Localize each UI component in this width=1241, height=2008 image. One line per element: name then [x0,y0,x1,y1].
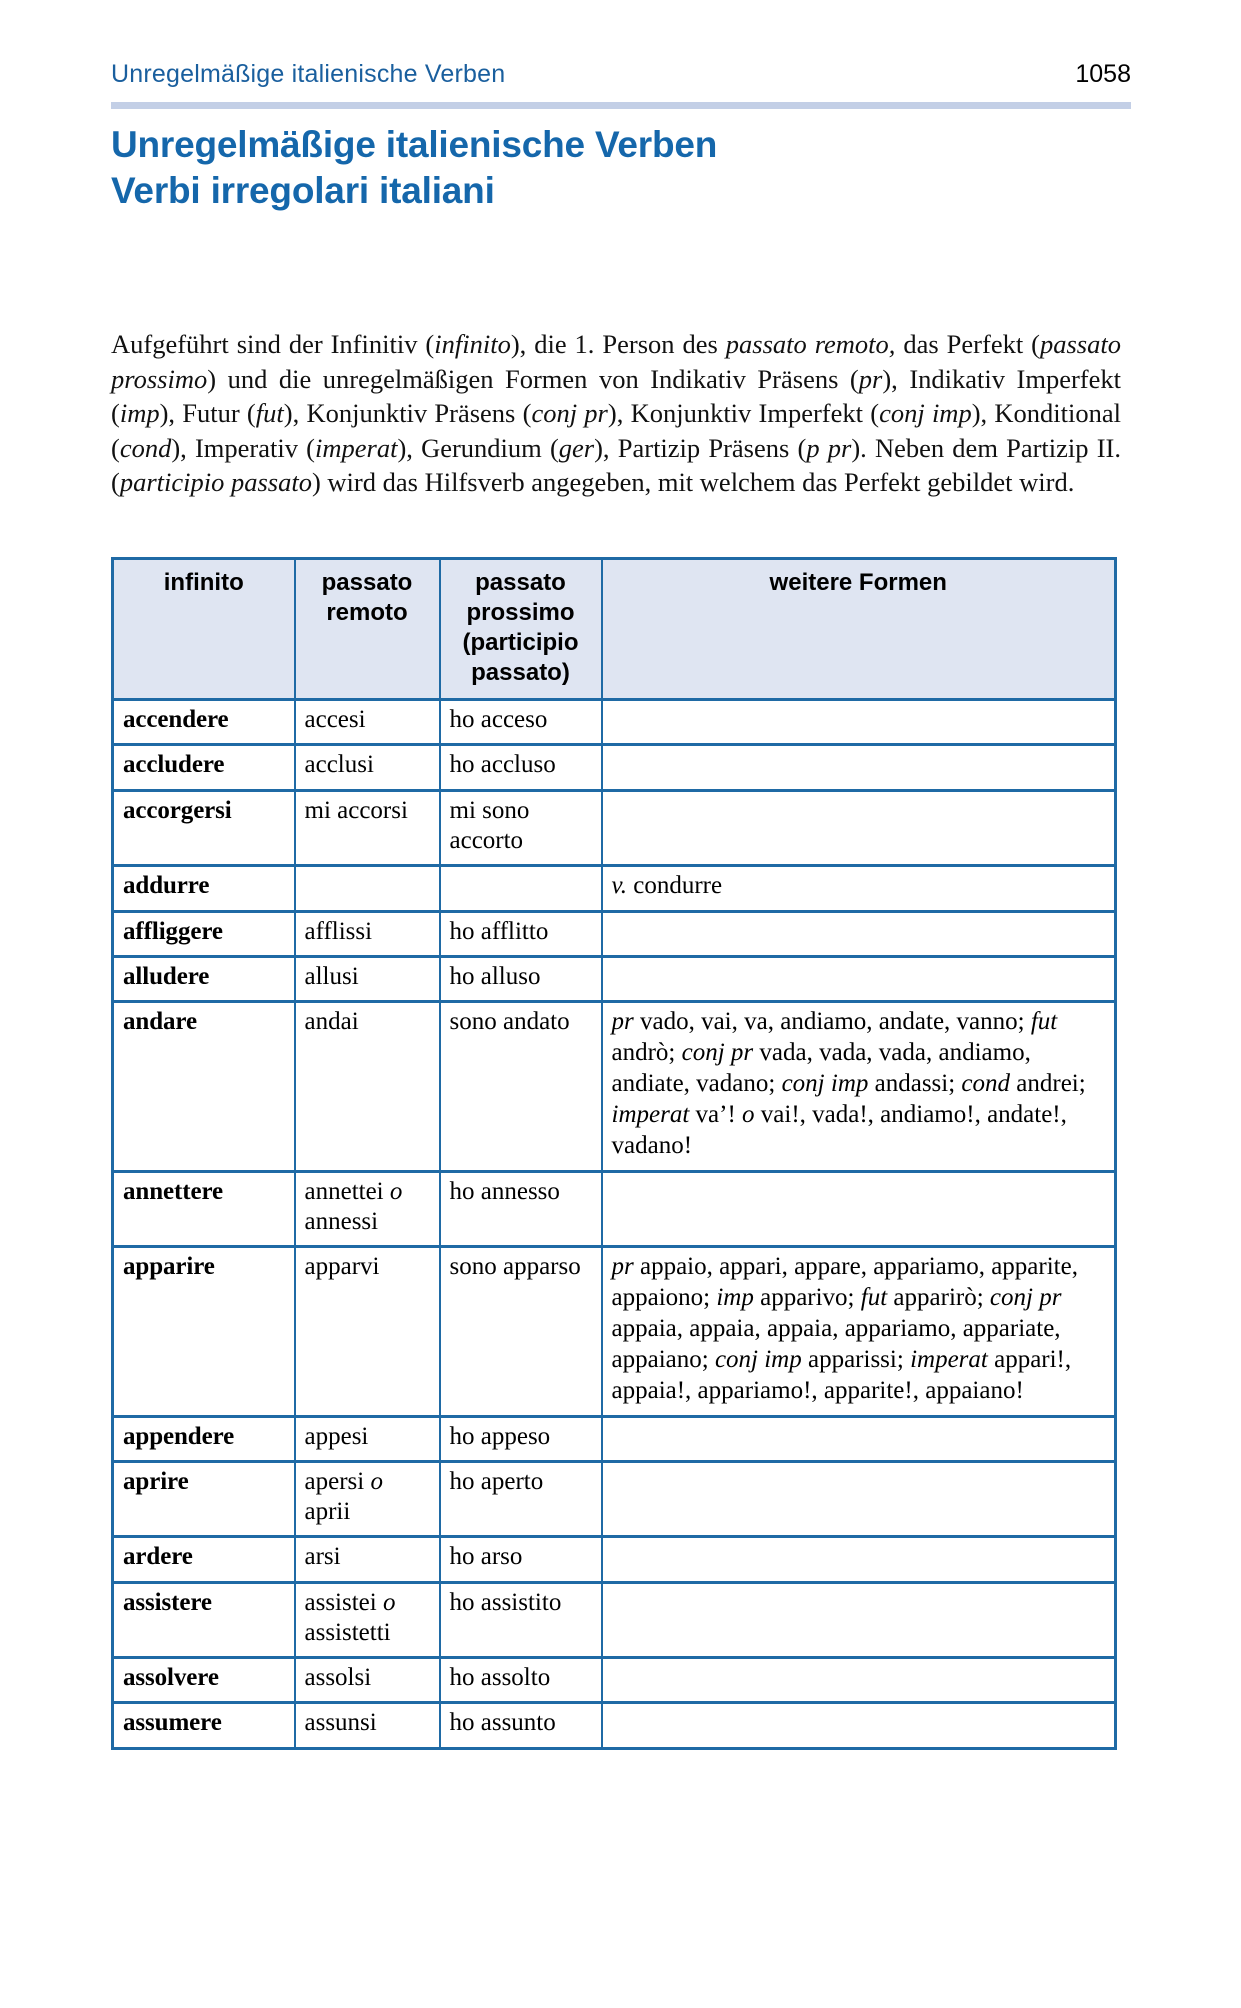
page-title [111,122,1131,213]
cell-infinito: affliggere [113,911,295,956]
cell-passato-remoto: allusi [295,957,440,1002]
cell-passato-remoto: acclusi [295,745,440,790]
table-row [113,957,1116,1002]
table-row [113,1658,1116,1703]
cell-weitere-formen: pr appaio, appari, appare, appariamo, apparite, appaiono; imp apparivo; fut apparirò; conj pr appaia, appaia, appaia, appariamo, appariate, appaiano; conj imp apparissi; imperat appari!, appaia!, appariamo!, apparite!, appaiano! [602,1247,1116,1416]
cell-infinito: andare [113,1002,295,1171]
table-row [113,911,1116,956]
table-header-row [113,559,1116,700]
cell-passato-remoto: mi accorsi [295,790,440,866]
cell-weitere-formen: pr vado, vai, va, andiamo, andate, vanno; fut andrò; conj pr vada, vada, vada, andiamo, andiate, vadano; conj imp andassi; cond andrei; imperat va’! o vai!, vada!, andiamo!, andate!, vadano! [602,1002,1116,1171]
table-row [113,1703,1116,1748]
cell-passato-prossimo: ho assolto [440,1658,602,1703]
running-head-title: Unregelmäßige italienische Verben [111,60,506,88]
cell-infinito: accorgersi [113,790,295,866]
cell-weitere-formen [602,1658,1116,1703]
irregular-verbs-table [111,557,1117,1750]
table-row [113,1171,1116,1247]
cell-passato-prossimo: ho alluso [440,957,602,1002]
cell-passato-prossimo: ho annesso [440,1171,602,1247]
table-row [113,1416,1116,1461]
intro-paragraph: Aufgeführt sind der Infinitiv (infinito), die 1. Person des passato remoto, das Perfekt (passato prossimo) und die unregelmäßigen Formen von Indikativ Präsens (pr), Indikativ Imperfekt (imp), Futur (fut), Konjunktiv Präsens (conj pr), Konjunktiv Imperfekt (conj imp), Konditional (cond), Imperativ (imperat), Gerundium (ger), Partizip Präsens (p pr). Neben dem Partizip II. (participio passato) wird das Hilfsverb angegeben, mit welchem das Perfekt gebildet wird. [111,329,1121,498]
cell-passato-prossimo: ho accluso [440,745,602,790]
cell-passato-prossimo: ho aperto [440,1461,602,1537]
cell-weitere-formen [602,957,1116,1002]
cell-weitere-formen [602,1416,1116,1461]
cell-infinito: apparire [113,1247,295,1416]
cell-passato-prossimo: sono apparso [440,1247,602,1416]
cell-passato-prossimo [440,866,602,912]
cell-infinito: addurre [113,866,295,912]
cell-infinito: ardere [113,1537,295,1582]
cell-passato-remoto: andai [295,1002,440,1171]
table-row [113,745,1116,790]
table-row [113,1537,1116,1582]
page-title-line-german: Unregelmäßige italienische Verben [111,124,718,165]
cell-infinito: accendere [113,700,295,745]
cell-passato-remoto: afflissi [295,911,440,956]
cell-infinito: annettere [113,1171,295,1247]
cell-weitere-formen: v. condurre [602,866,1116,912]
cell-passato-prossimo: ho afflitto [440,911,602,956]
cell-infinito: alludere [113,957,295,1002]
cell-infinito: aprire [113,1461,295,1537]
cell-weitere-formen [602,1582,1116,1658]
cell-infinito: assistere [113,1582,295,1658]
cell-passato-prossimo: ho appeso [440,1416,602,1461]
table-row [113,1582,1116,1658]
cell-weitere-formen [602,745,1116,790]
cell-passato-remoto: appesi [295,1416,440,1461]
cell-infinito: assumere [113,1703,295,1748]
cell-infinito: appendere [113,1416,295,1461]
cell-weitere-formen [602,1171,1116,1247]
cell-weitere-formen [602,790,1116,866]
table-row [113,1002,1116,1171]
table-row [113,1461,1116,1537]
cell-weitere-formen [602,1537,1116,1582]
cell-infinito: assolvere [113,1658,295,1703]
page-number: 1058 [1075,60,1131,88]
cell-passato-remoto: apparvi [295,1247,440,1416]
column-header-infinito: infinito [113,559,295,700]
cell-passato-remoto: arsi [295,1537,440,1582]
cell-weitere-formen [602,700,1116,745]
cell-weitere-formen [602,1461,1116,1537]
page-title-line-italian: Verbi irregolari italiani [111,169,495,211]
cell-passato-remoto: assolsi [295,1658,440,1703]
table-row [113,1247,1116,1416]
header-divider-rule [111,102,1131,109]
cell-passato-prossimo: mi sono accorto [440,790,602,866]
column-header-weitere-formen: weitere Formen [602,559,1116,700]
running-head [111,60,1131,89]
cell-passato-prossimo: sono andato [440,1002,602,1171]
cell-passato-prossimo: ho acceso [440,700,602,745]
column-header-passato-remoto: passato remoto [295,559,440,700]
table-row [113,866,1116,912]
cell-passato-remoto [295,866,440,912]
cell-passato-prossimo: ho arso [440,1537,602,1582]
cell-passato-remoto: annettei o annessi [295,1171,440,1247]
column-header-passato-prossimo: passato prossimo (participio passato) [440,559,602,700]
cell-passato-remoto: accesi [295,700,440,745]
cell-passato-prossimo: ho assistito [440,1582,602,1658]
table-row [113,790,1116,866]
cell-passato-remoto: assunsi [295,1703,440,1748]
cell-passato-remoto: assistei o assistetti [295,1582,440,1658]
cell-passato-remoto: apersi o aprii [295,1461,440,1537]
cell-weitere-formen [602,911,1116,956]
cell-weitere-formen [602,1703,1116,1748]
table-row [113,700,1116,745]
cell-infinito: accludere [113,745,295,790]
cell-passato-prossimo: ho assunto [440,1703,602,1748]
table-body [113,700,1116,1749]
